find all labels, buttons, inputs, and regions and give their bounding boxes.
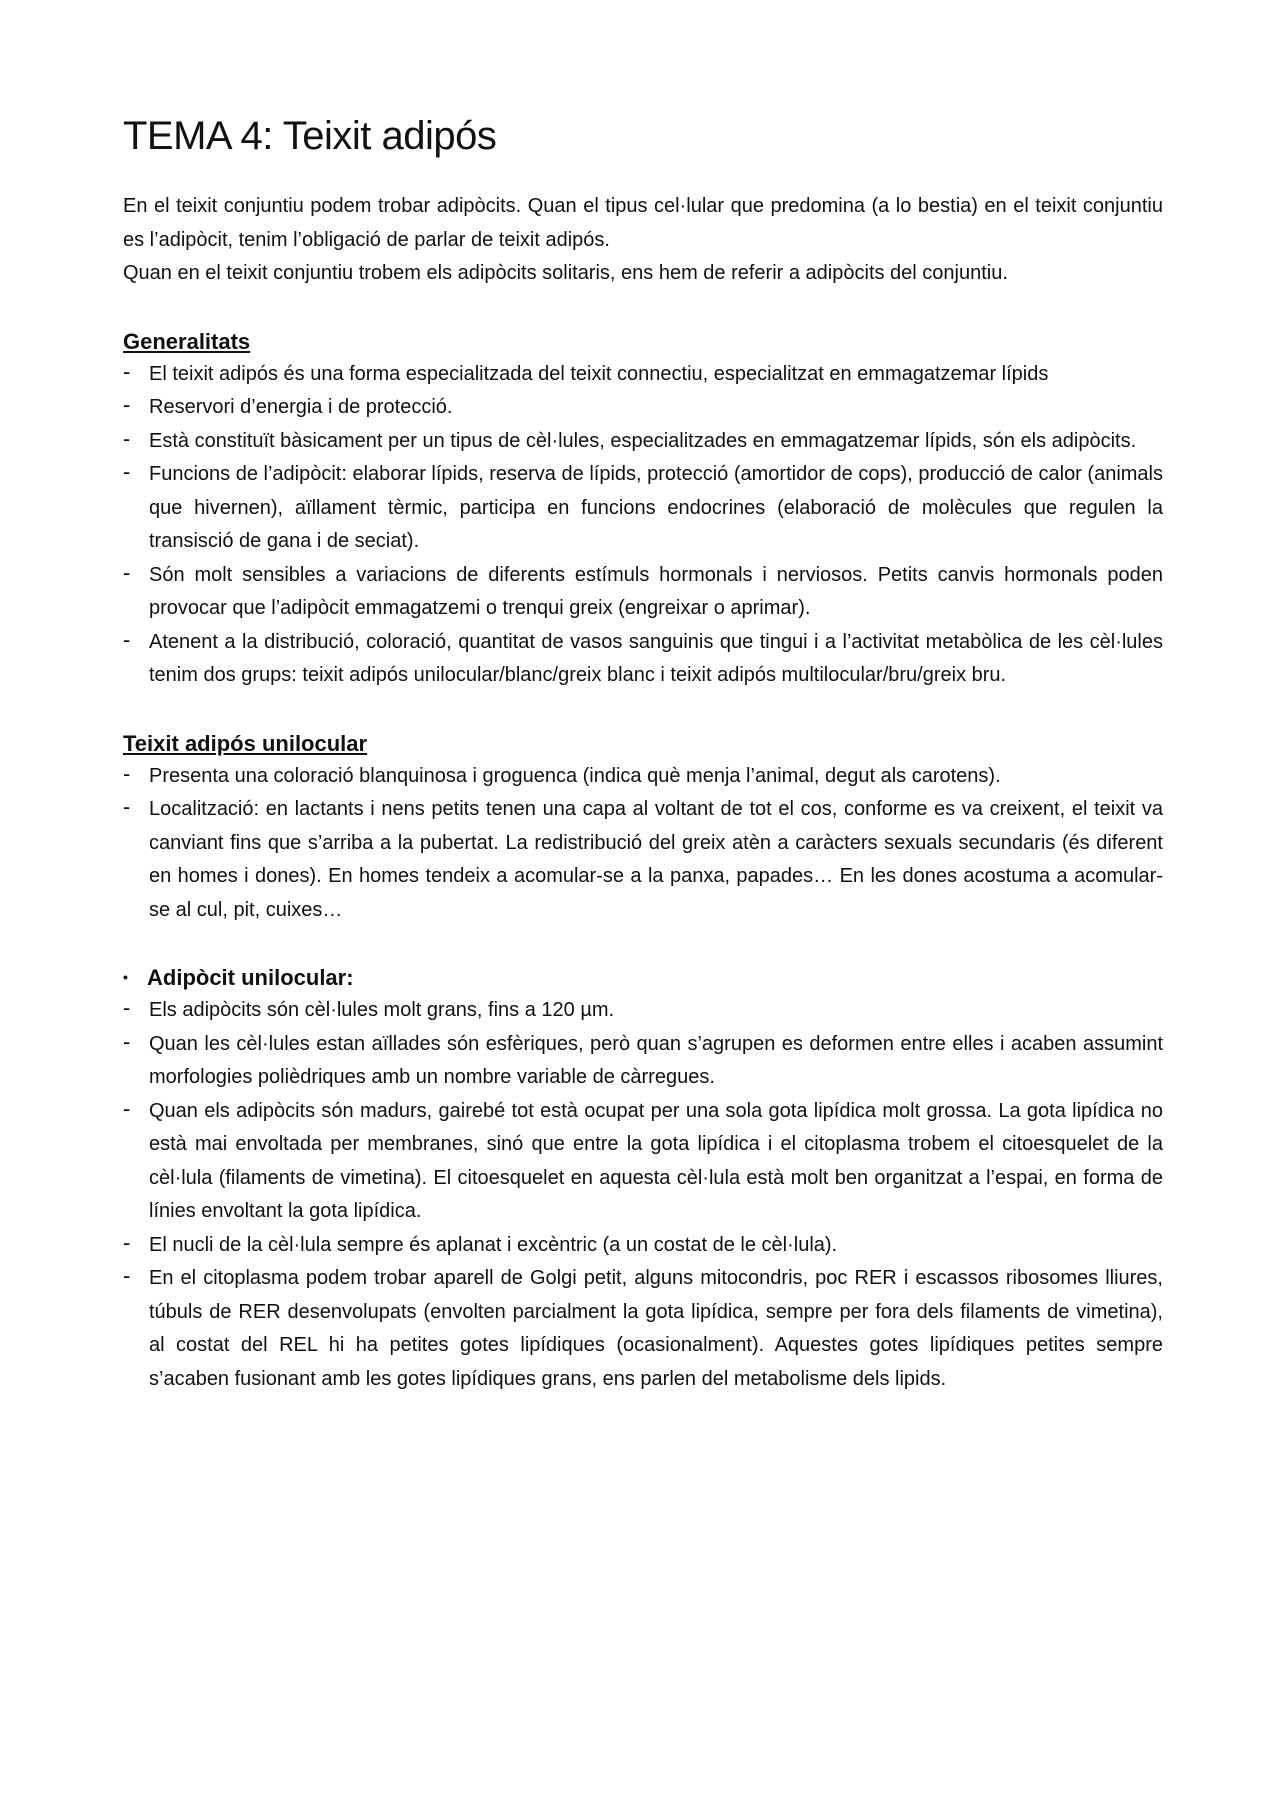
list-item-text: Són molt sensibles a variacions de diferents estímuls hormonals i nerviosos. Petits canvis hormonals poden provocar que l’adipòcit emmagatzemi o trenqui greix (engreixar o aprimar). [149, 563, 1163, 619]
subsection-heading-adipocit [123, 961, 1163, 994]
generalitats-list [123, 358, 1163, 693]
dash-marker: - [123, 425, 131, 451]
dash-marker: - [123, 626, 131, 652]
document-page [123, 112, 1163, 1396]
list-item [123, 994, 1163, 1028]
dash-marker: - [123, 1263, 131, 1288]
list-item [123, 793, 1163, 927]
intro-paragraph-2: Quan en el teixit conjuntiu trobem els adipòcits solitaris, ens hem de referir a adipòcits del conjuntiu. [123, 262, 1008, 284]
dash-marker: - [123, 1229, 131, 1255]
list-item-text: En el citoplasma podem trobar aparell de Golgi petit, alguns mitocondris, poc RER i escassos ribosomes lliures, túbuls de RER desenvolupats (envolten parcialment la gota lipídica, sempre per fora dels filaments de vimetina), al costat del REL hi ha petites gotes lipídiques (ocasionalment). Aquestes gotes lipídiques petites sempre s’acaben fusionant amb les gotes lipídiques grans, ens parlen del metabolisme dels lipids. [149, 1267, 1163, 1390]
list-item [123, 458, 1163, 559]
dash-marker: - [123, 1095, 131, 1121]
dash-marker: - [123, 358, 131, 384]
list-item [123, 425, 1163, 459]
list-item [123, 391, 1163, 425]
list-item [123, 1028, 1163, 1095]
list-item [123, 559, 1163, 626]
intro-paragraph-1: En el teixit conjuntiu podem trobar adipòcits. Quan el tipus cel·lular que predomina (a lo bestia) en el teixit conjuntiu es l’adipòcit, tenim l’obligació de parlar de teixit adipós. [123, 195, 1163, 251]
bullet-icon: • [123, 969, 128, 985]
dash-marker: - [123, 760, 131, 786]
dash-marker: - [123, 794, 131, 819]
list-item-text: El nucli de la cèl·lula sempre és aplanat i excèntric (a un costat de le cèl·lula). [149, 1233, 838, 1256]
section-heading-unilocular: Teixit adipós unilocular [123, 730, 368, 756]
list-item-text: Quan els adipòcits són madurs, gairebé tot està ocupat per una sola gota lipídica molt grossa. La gota lipídica no està mai envoltada per membranes, sinó que entre la gota lipídica i el citoplasma trobem el citoesquelet de la cèl·lula (filaments de vimetina). El citoesquelet en aquesta cèl·lula està molt ben organitzat a l’espai, en forma de línies envoltant la gota lipídica. [149, 1099, 1163, 1222]
list-item-text: Reservori d’energia i de protecció. [149, 396, 453, 418]
list-item-text: Quan les cèl·lules estan aïllades són esfèriques, però quan s’agrupen es deformen entre elles i acaben assumint morfologies polièdriques amb un nombre variable de càrregues. [149, 1032, 1163, 1088]
list-item-text: Els adipòcits són cèl·lules molt grans, fins a 120 µm. [149, 999, 615, 1021]
list-item-text: Està constituït bàsicament per un tipus de cèl·lules, especialitzades en emmagatzemar lípids, són els adipòcits. [149, 429, 1137, 452]
list-item [123, 626, 1163, 693]
page-title: TEMA 4: Teixit adipós [123, 114, 497, 158]
list-item-text: Localització: en lactants i nens petits tenen una capa al voltant de tot el cos, conforme es va creixent, el teixit va canviant fins que s’arriba a la pubertat. La redistribució del greix atèn a caràcters sexuals secundaris (és diferent en homes i dones). En homes tendeix a acomular-se a la panxa, papades… En les dones acostuma a acomular-se al cul, pit, cuixes… [149, 798, 1163, 921]
list-item [123, 1229, 1163, 1263]
section-heading-generalitats: Generalitats [123, 328, 251, 354]
dash-marker: - [123, 995, 131, 1020]
list-item [123, 358, 1163, 392]
list-item [123, 760, 1163, 794]
unilocular-list [123, 760, 1163, 928]
list-item-text: Presenta una coloració blanquinosa i groguenca (indica què menja l’animal, degut als carotens). [149, 764, 1001, 787]
subsection-heading-text: Adipòcit unilocular: [147, 965, 354, 990]
list-item-text: Atenent a la distribució, coloració, quantitat de vasos sanguinis que tingui i a l’activitat metabòlica de les cèl·lules tenim dos grups: teixit adipós unilocular/blanc/greix blanc i teixit adipós multilocular/bru/greix bru. [149, 630, 1163, 686]
list-item [123, 1095, 1163, 1229]
list-item [123, 1262, 1163, 1396]
adipocit-list [123, 994, 1163, 1396]
dash-marker: - [123, 559, 131, 585]
list-item-text: Funcions de l’adipòcit: elaborar lípids, reserva de lípids, protecció (amortidor de cops), producció de calor (animals que hivernen), aïllament tèrmic, participa en funcions endocrines (elaboració de molècules que regulen la transisció de gana i de seciat). [149, 463, 1163, 552]
dash-marker: - [123, 459, 131, 484]
dash-marker: - [123, 1028, 131, 1054]
dash-marker: - [123, 392, 131, 417]
list-item-text: El teixit adipós és una forma especialitzada del teixit connectiu, especialitzat en emmagatzemar lípids [149, 362, 1049, 385]
